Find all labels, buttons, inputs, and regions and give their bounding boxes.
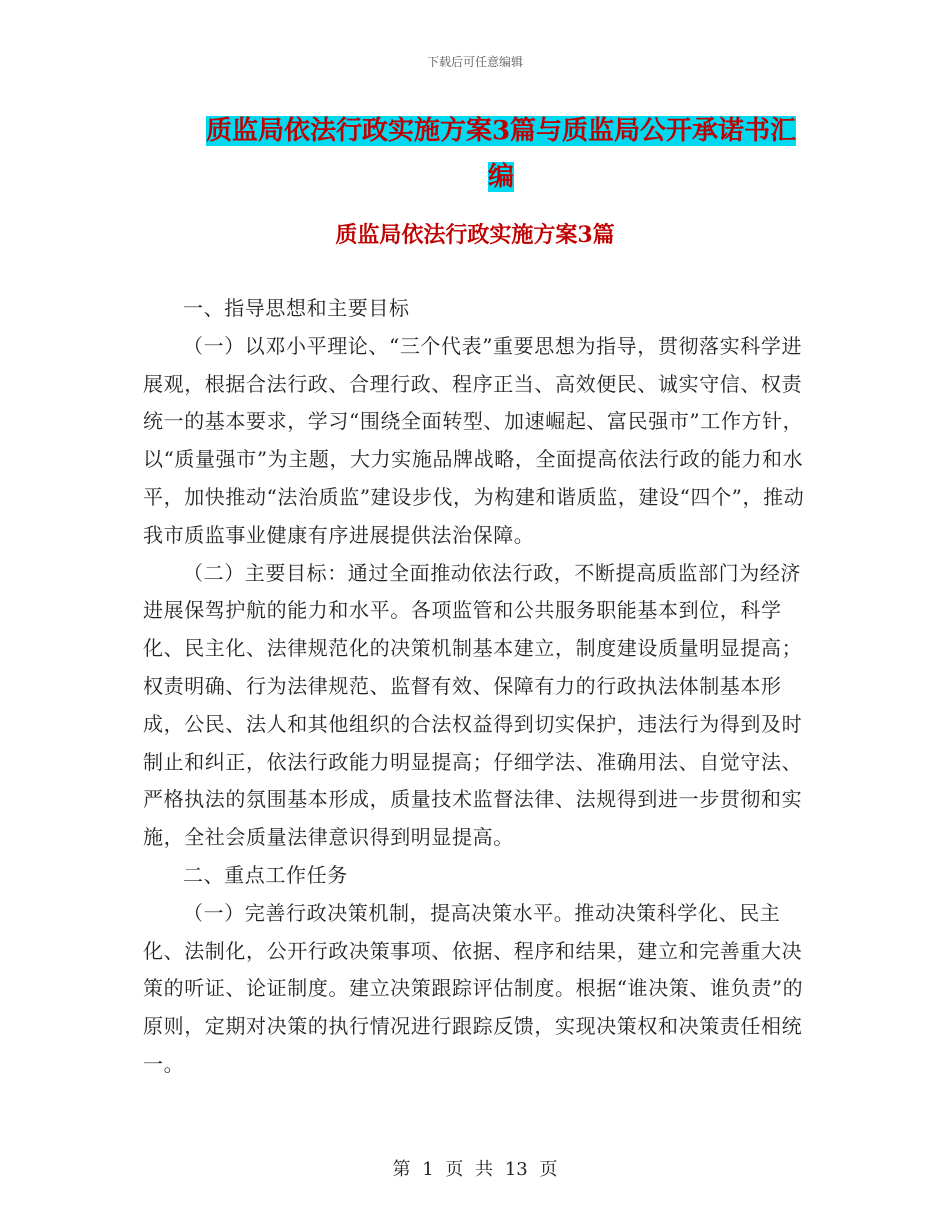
heading-guiding-ideology: 一、指导思想和主要目标: [183, 296, 410, 320]
page-header-note: 下载后可任意编辑: [426, 55, 523, 69]
page-number-footer: 第 1 页 共 13 页: [392, 1159, 558, 1180]
document-main-title: [195, 108, 807, 200]
paragraph-guiding-ideology: （一）以邓小平理论、“三个代表”重要思想为指导，贯彻落实科学进展观，根据合法行政、合理行政、程序正当、高效便民、诚实守信、权责统一的基本要求，学习“围绕全面转型、加速崛起、富民强市”工作方针，以“质量强市”为主题，大力实施品牌战略，全面提高依法行政的能力和水平，加快推动“法治质监”建设步伐，为构建和谐质监，建设“四个”，推动我市质监事业健康有序进展提供法治保障。: [143, 333, 805, 547]
heading-key-tasks: 二、重点工作任务: [183, 862, 348, 887]
paragraph-main-goals: （二）主要目标：通过全面推动依法行政，不断提高质监部门为经济进展保驾护航的能力和水平。各项监管和公共服务职能基本到位，科学化、民主化、法律规范化的决策机制基本建立，制度建设质量明显提高；权责明确、行为法律规范、监督有效、保障有力的行政执法体制基本形成，公民、法人和其他组织的合法权益得到切实保护，违法行为得到及时制止和纠正，依法行政能力明显提高；仔细学法、准确用法、自觉守法、严格执法的氛围基本形成，质量技术监督法律、法规得到进一步贯彻和实施，全社会质量法律意识得到明显提高。: [143, 560, 803, 850]
document-body: [143, 290, 808, 1084]
main-title-line-2: 编: [487, 162, 514, 192]
section-title: 质监局依法行政实施方案3篇: [335, 222, 615, 248]
main-title-line-1: 质监局依法行政实施方案3篇与质监局公开承诺书汇: [205, 116, 797, 146]
paragraph-decision-mechanism: （一）完善行政决策机制，提高决策水平。推动决策科学化、民主化、法制化，公开行政决策事项、依据、程序和结果，建立和完善重大决策的听证、论证制度。建立决策跟踪评估制度。根据“谁决策、谁负责”的原则，定期对决策的执行情况进行跟踪反馈，实现决策权和决策责任相统一。: [143, 900, 804, 1076]
